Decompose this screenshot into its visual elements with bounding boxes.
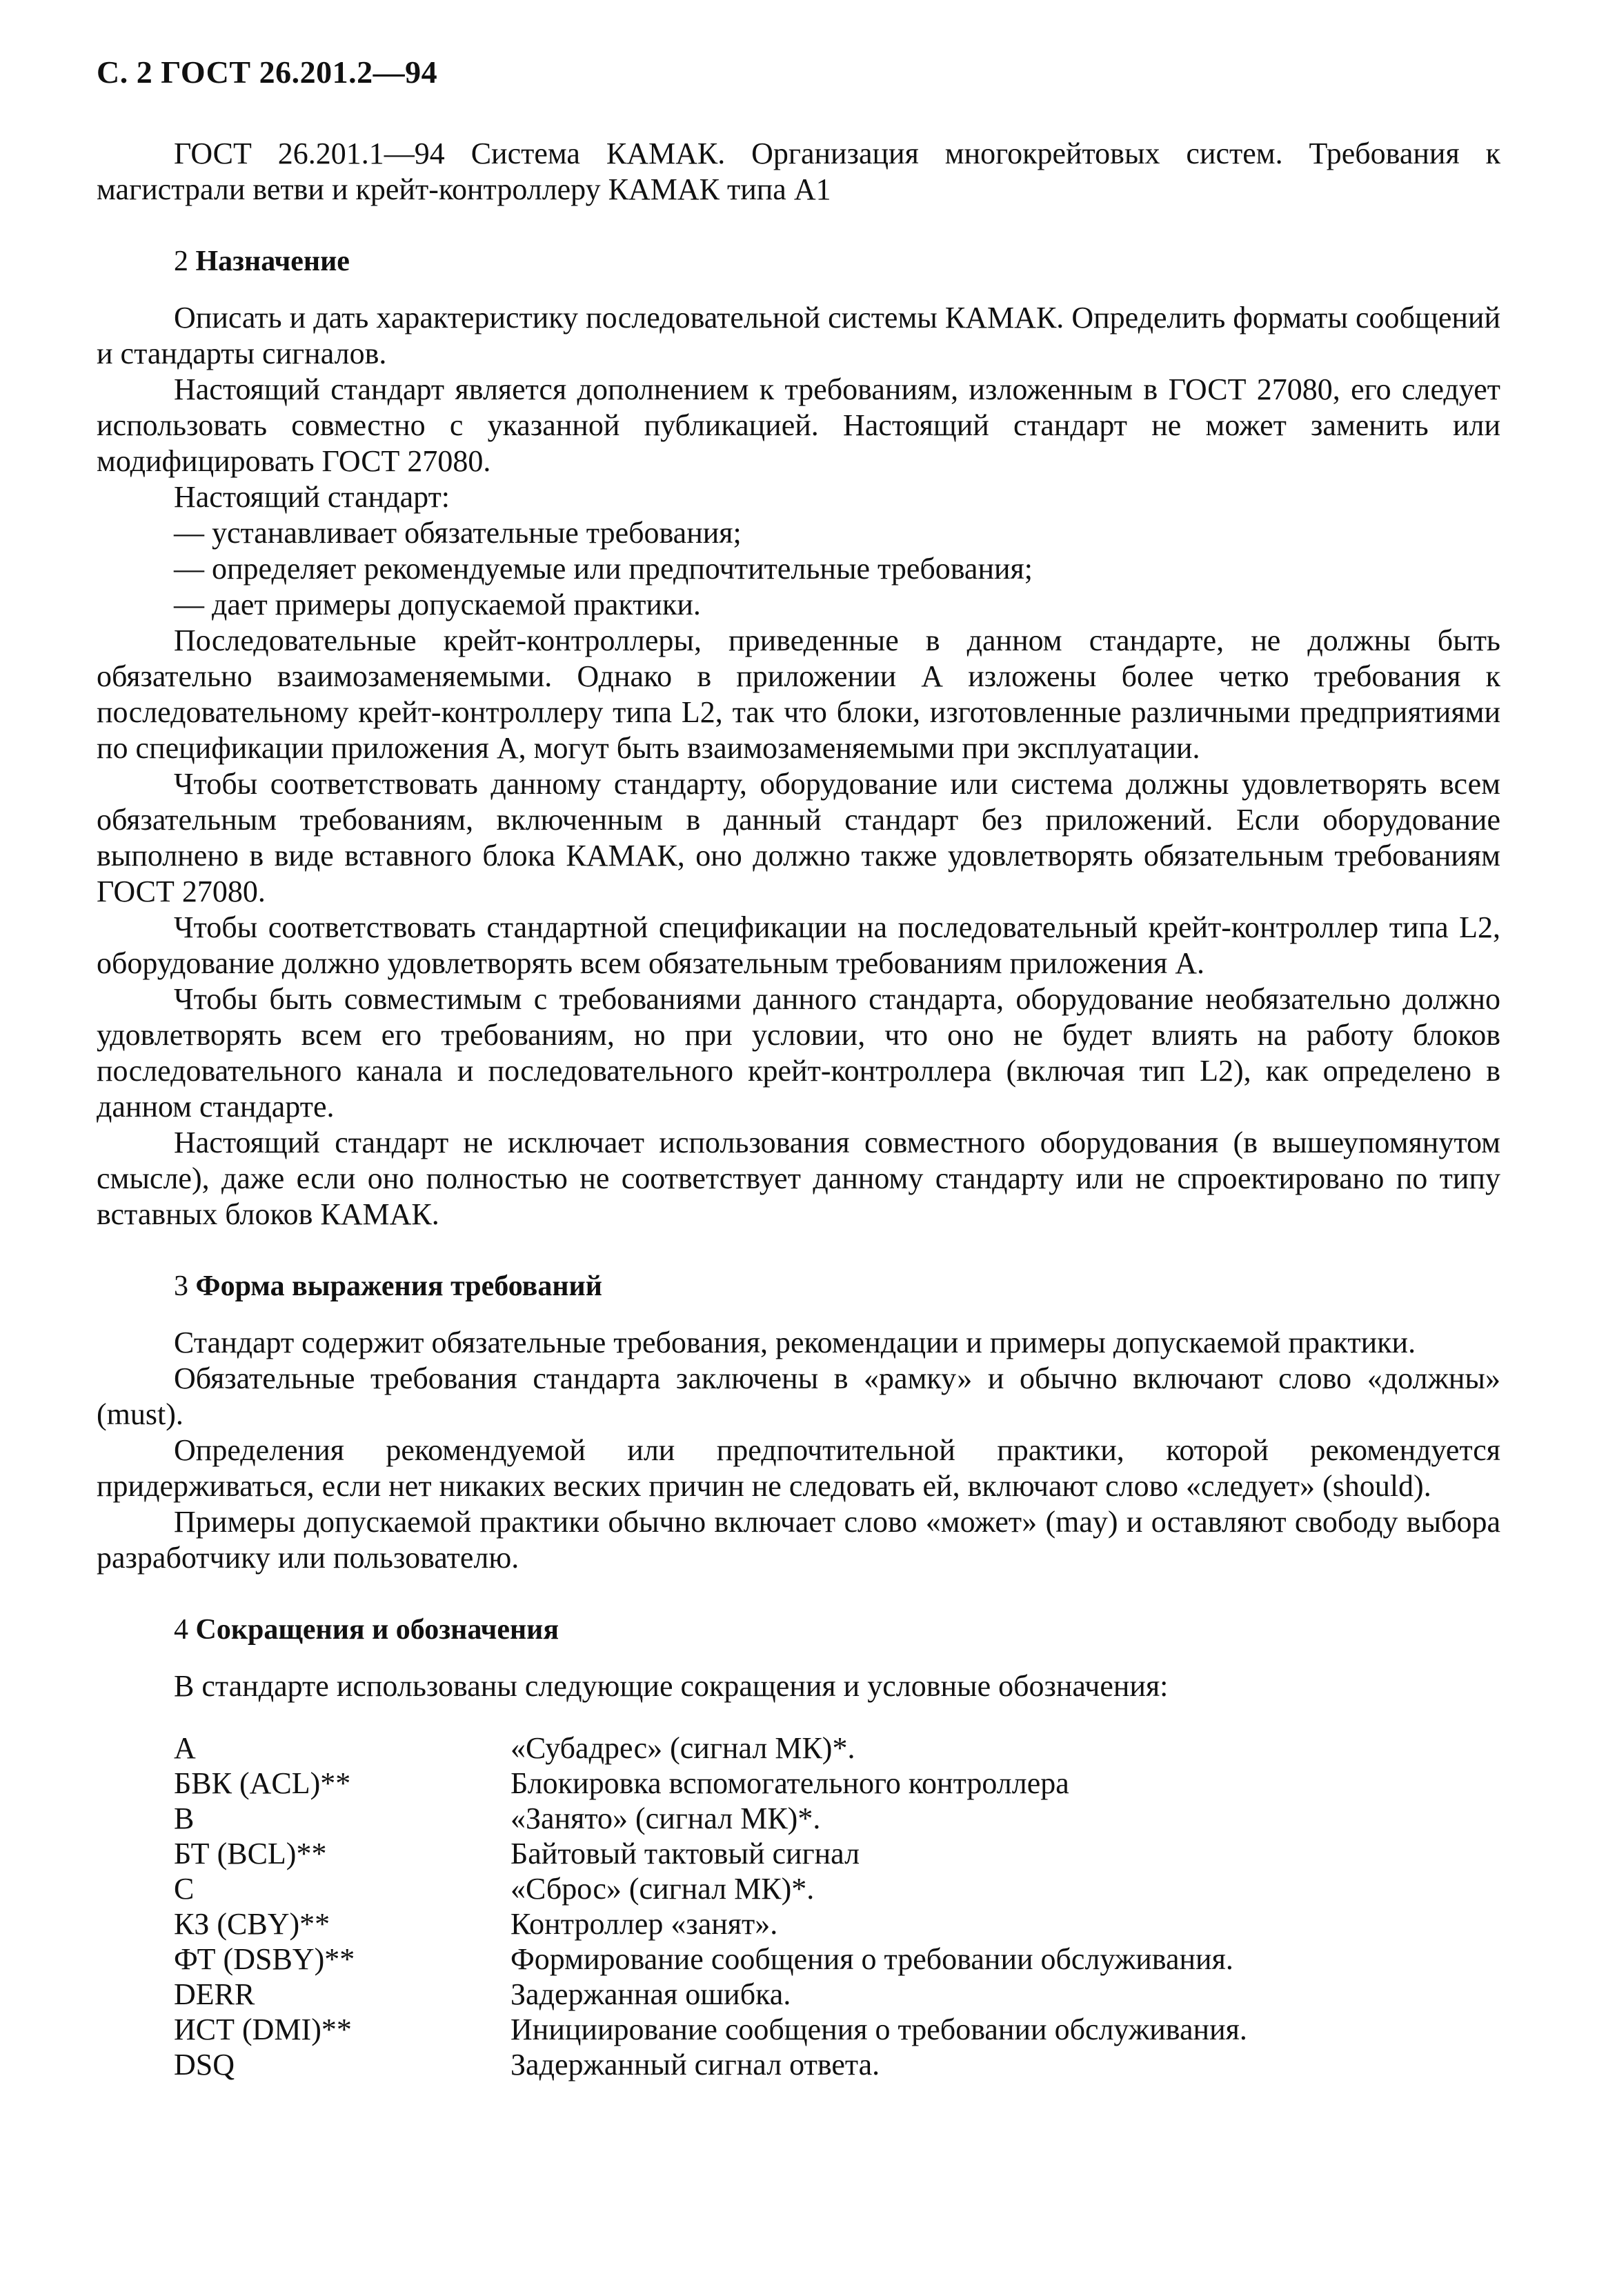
abbreviation-definition: Инициирование сообщения о требовании обслуживания. bbox=[510, 2013, 1247, 2046]
section-4-number: 4 bbox=[174, 1614, 188, 1646]
s3-paragraph: Стандарт содержит обязательные требования, рекомендации и примеры допускаемой практики. bbox=[174, 1326, 1416, 1359]
s2-list-item: — устанавливает обязательные требования; bbox=[174, 516, 742, 550]
s2-paragraph: Настоящий стандарт является дополнением к требованиям, изложенным в ГОСТ 27080, его следует использовать совместно с указанной публикацией. Настоящий стандарт не может заменить или модифицировать ГОСТ 27080. bbox=[97, 372, 1500, 478]
abbreviation-row bbox=[174, 1836, 1247, 1871]
abbreviation-row bbox=[174, 1766, 1247, 1801]
section-4-heading bbox=[97, 1612, 1500, 1648]
abbreviation-row bbox=[174, 2047, 1247, 2082]
abbreviation-row bbox=[174, 1941, 1247, 1977]
s2-paragraph: Описать и дать характеристику последовательной системы КАМАК. Определить форматы сообщений и стандарты сигналов. bbox=[97, 301, 1500, 370]
abbreviation-row bbox=[174, 1801, 1247, 1836]
abbreviation-term: A bbox=[174, 1731, 196, 1765]
s2-paragraph: Настоящий стандарт не исключает использования совместного оборудования (в вышеупомянутом смысле), даже если оно полностью не соответствует данному стандарту или не спроектировано по типу вставных блоков КАМАК. bbox=[97, 1126, 1500, 1231]
document-page bbox=[97, 54, 1500, 2082]
abbreviation-definition: «Сброс» (сигнал МК)*. bbox=[510, 1872, 815, 1906]
abbreviation-definition: Байтовый тактовый сигнал bbox=[510, 1837, 860, 1870]
page-header: С. 2 ГОСТ 26.201.2—94 bbox=[97, 54, 438, 90]
section-4-title: Сокращения и обозначения bbox=[195, 1614, 559, 1646]
s2-paragraph: Настоящий стандарт: bbox=[174, 480, 450, 514]
abbreviation-definition: Задержанный сигнал ответа. bbox=[510, 2048, 880, 2082]
section-2-title: Назначение bbox=[195, 246, 350, 277]
abbreviation-row bbox=[174, 1977, 1247, 2012]
section-3-heading bbox=[97, 1268, 1500, 1304]
abbreviation-term: КЗ (CBY)** bbox=[174, 1907, 330, 1941]
section-2-number: 2 bbox=[174, 246, 188, 277]
abbreviation-row bbox=[174, 1730, 1247, 1766]
abbreviation-definition: Задержанная ошибка. bbox=[510, 1977, 791, 2011]
s2-paragraph: Чтобы соответствовать стандартной спецификации на последовательный крейт-контроллер типа L2, оборудование должно удовлетворять всем обязательным требованиям приложения А. bbox=[97, 910, 1500, 980]
abbreviation-definition: Формирование сообщения о требовании обслуживания. bbox=[510, 1942, 1233, 1976]
s2-paragraph: Чтобы соответствовать данному стандарту, оборудование или система должны удовлетворять всем обязательным требованиям, включенным в данный стандарт без приложений. Если оборудование выполнено в виде вставного блока КАМАК, оно должно также удовлетворять обязательным требованиям ГОСТ 27080. bbox=[97, 767, 1500, 908]
abbreviation-term: БВК (ACL)** bbox=[174, 1766, 351, 1800]
s2-list-item: — определяет рекомендуемые или предпочтительные требования; bbox=[174, 552, 1033, 586]
abbreviation-term: БТ (BCL)** bbox=[174, 1837, 327, 1870]
section-2-heading bbox=[97, 243, 1500, 279]
s2-list-item: — дает примеры допускаемой практики. bbox=[174, 588, 701, 621]
section-3-number: 3 bbox=[174, 1270, 188, 1302]
s2-paragraph: Чтобы быть совместимым с требованиями данного стандарта, оборудование необязательно должно удовлетворять всем его требованиям, но при условии, что оно не будет влиять на работу блоков последовательного канала и последовательного крейт-контроллера (включая тип L2), как определено в данном стандарте. bbox=[97, 982, 1500, 1124]
abbreviation-term: ИСТ (DMI)** bbox=[174, 2013, 352, 2046]
abbreviation-row bbox=[174, 1906, 1247, 1941]
abbreviation-definition: «Субадрес» (сигнал МК)*. bbox=[510, 1731, 855, 1765]
s4-intro: В стандарте использованы следующие сокращения и условные обозначения: bbox=[174, 1669, 1169, 1703]
s3-paragraph: Примеры допускаемой практики обычно включает слово «может» (may) и оставляют свободу выбора разработчику или пользователю. bbox=[97, 1505, 1500, 1575]
abbreviation-term: B bbox=[174, 1801, 195, 1835]
abbreviation-term: C bbox=[174, 1872, 195, 1906]
abbreviation-definition: «Занято» (сигнал МК)*. bbox=[510, 1801, 821, 1835]
abbreviation-row bbox=[174, 2012, 1247, 2047]
s2-paragraph: Последовательные крейт-контроллеры, приведенные в данном стандарте, не должны быть обязательно взаимозаменяемыми. Однако в приложении А изложены более четко требования к последовательному крейт-контроллеру типа L2, так что блоки, изготовленные различными предприятиями по спецификации приложения А, могут быть взаимозаменяемыми при эксплуатации. bbox=[97, 623, 1500, 765]
intro-reference: ГОСТ 26.201.1—94 Система КАМАК. Организация многокрейтовых систем. Требования к магистрали ветви и крейт-контроллеру КАМАК типа А1 bbox=[97, 137, 1500, 206]
s3-paragraph: Обязательные требования стандарта заключены в «рамку» и обычно включают слово «должны» (must). bbox=[97, 1361, 1500, 1431]
abbreviation-definition: Контроллер «занят». bbox=[510, 1907, 778, 1941]
abbreviation-term: ФТ (DSBY)** bbox=[174, 1942, 355, 1976]
abbreviation-definition: Блокировка вспомогательного контроллера bbox=[510, 1766, 1069, 1800]
abbreviation-term: DERR bbox=[174, 1977, 255, 2011]
s3-paragraph: Определения рекомендуемой или предпочтительной практики, которой рекомендуется придерживаться, если нет никаких веских причин не следовать ей, включают слово «следует» (should). bbox=[97, 1433, 1500, 1503]
abbreviations-table bbox=[174, 1730, 1247, 2082]
abbreviation-term: DSQ bbox=[174, 2048, 235, 2082]
abbreviation-row bbox=[174, 1871, 1247, 1906]
section-3-title: Форма выражения требований bbox=[195, 1270, 602, 1302]
